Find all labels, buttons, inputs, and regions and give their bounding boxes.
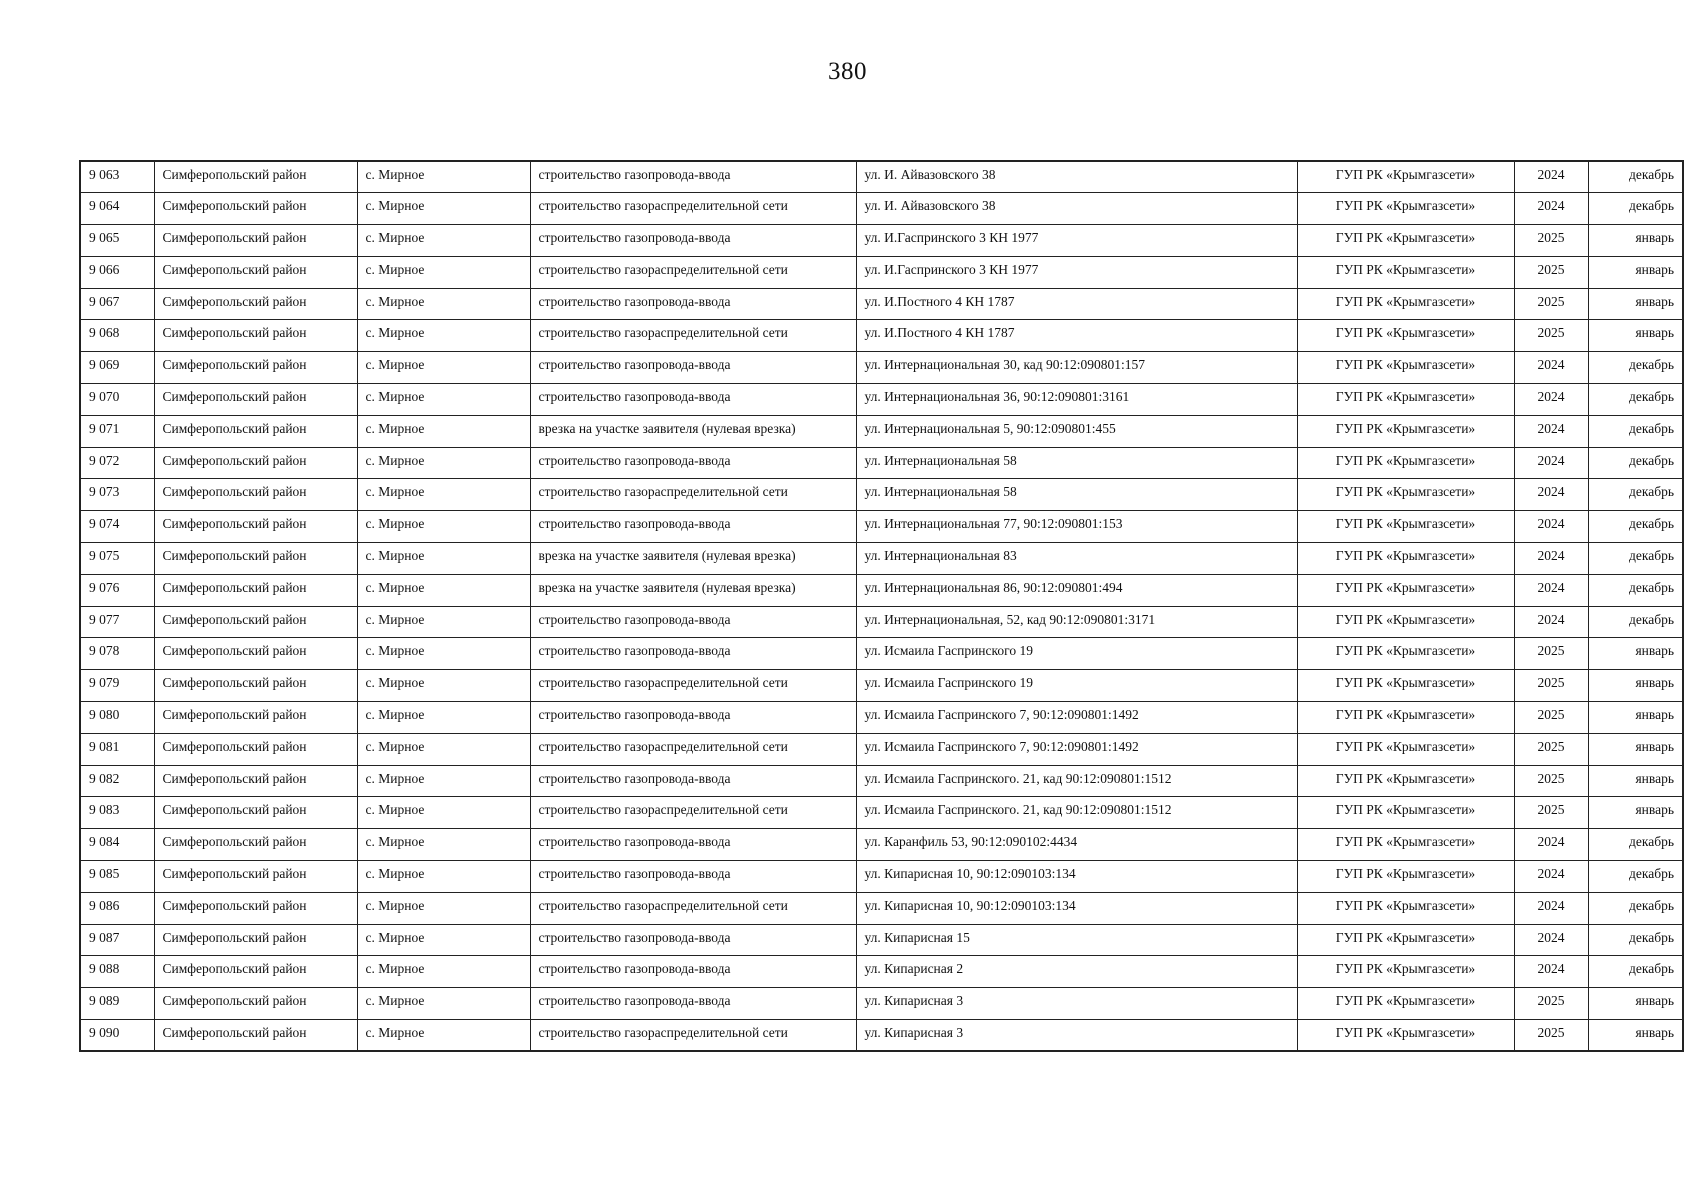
record-number: 9 079	[80, 670, 154, 702]
table-row	[80, 956, 1683, 988]
organization-cell: ГУП РК «Крымгазсети»	[1297, 384, 1514, 416]
table-row	[80, 161, 1683, 193]
locality-cell: с. Мирное	[357, 892, 530, 924]
table-row	[80, 733, 1683, 765]
month-cell: январь	[1588, 702, 1683, 734]
month-cell: декабрь	[1588, 861, 1683, 893]
locality-cell: с. Мирное	[357, 988, 530, 1020]
table-row	[80, 638, 1683, 670]
organization-cell: ГУП РК «Крымгазсети»	[1297, 829, 1514, 861]
locality-cell: с. Мирное	[357, 924, 530, 956]
address-cell: ул. Интернациональная 36, 90:12:090801:3161	[856, 384, 1297, 416]
year-cell: 2025	[1514, 320, 1588, 352]
year-cell: 2025	[1514, 702, 1588, 734]
month-cell: декабрь	[1588, 193, 1683, 225]
organization-cell: ГУП РК «Крымгазсети»	[1297, 511, 1514, 543]
organization-cell: ГУП РК «Крымгазсети»	[1297, 956, 1514, 988]
record-number: 9 087	[80, 924, 154, 956]
table-row	[80, 924, 1683, 956]
work-type-cell: строительство газораспределительной сети	[530, 892, 856, 924]
address-cell: ул. Интернациональная 58	[856, 447, 1297, 479]
work-type-cell: строительство газопровода-ввода	[530, 956, 856, 988]
record-number: 9 071	[80, 415, 154, 447]
table-row	[80, 1020, 1683, 1052]
address-cell: ул. Исмаила Гаспринского 19	[856, 670, 1297, 702]
address-cell: ул. Интернациональная 86, 90:12:090801:494	[856, 574, 1297, 606]
month-cell: январь	[1588, 288, 1683, 320]
organization-cell: ГУП РК «Крымгазсети»	[1297, 924, 1514, 956]
address-cell: ул. Интернациональная 58	[856, 479, 1297, 511]
district-cell: Симферопольский район	[154, 956, 357, 988]
year-cell: 2024	[1514, 511, 1588, 543]
record-number: 9 063	[80, 161, 154, 193]
record-number: 9 072	[80, 447, 154, 479]
month-cell: декабрь	[1588, 574, 1683, 606]
record-number: 9 088	[80, 956, 154, 988]
table-row	[80, 193, 1683, 225]
district-cell: Симферопольский район	[154, 797, 357, 829]
record-number: 9 073	[80, 479, 154, 511]
locality-cell: с. Мирное	[357, 511, 530, 543]
month-cell: январь	[1588, 320, 1683, 352]
work-type-cell: строительство газопровода-ввода	[530, 447, 856, 479]
year-cell: 2025	[1514, 288, 1588, 320]
table-row	[80, 256, 1683, 288]
district-cell: Симферопольский район	[154, 988, 357, 1020]
organization-cell: ГУП РК «Крымгазсети»	[1297, 1020, 1514, 1052]
year-cell: 2024	[1514, 161, 1588, 193]
work-type-cell: строительство газопровода-ввода	[530, 638, 856, 670]
locality-cell: с. Мирное	[357, 956, 530, 988]
year-cell: 2024	[1514, 829, 1588, 861]
table-row	[80, 447, 1683, 479]
table-row	[80, 702, 1683, 734]
locality-cell: с. Мирное	[357, 574, 530, 606]
work-type-cell: строительство газопровода-ввода	[530, 511, 856, 543]
table-row	[80, 352, 1683, 384]
organization-cell: ГУП РК «Крымгазсети»	[1297, 415, 1514, 447]
record-number: 9 068	[80, 320, 154, 352]
address-cell: ул. И.Постного 4 КН 1787	[856, 288, 1297, 320]
district-cell: Симферопольский район	[154, 225, 357, 257]
address-cell: ул. Интернациональная 77, 90:12:090801:153	[856, 511, 1297, 543]
organization-cell: ГУП РК «Крымгазсети»	[1297, 161, 1514, 193]
record-number: 9 086	[80, 892, 154, 924]
record-number: 9 082	[80, 765, 154, 797]
year-cell: 2024	[1514, 415, 1588, 447]
organization-cell: ГУП РК «Крымгазсети»	[1297, 479, 1514, 511]
locality-cell: с. Мирное	[357, 702, 530, 734]
locality-cell: с. Мирное	[357, 225, 530, 257]
year-cell: 2025	[1514, 988, 1588, 1020]
month-cell: декабрь	[1588, 352, 1683, 384]
work-type-cell: строительство газораспределительной сети	[530, 670, 856, 702]
work-type-cell: строительство газопровода-ввода	[530, 384, 856, 416]
locality-cell: с. Мирное	[357, 193, 530, 225]
work-type-cell: строительство газопровода-ввода	[530, 861, 856, 893]
record-number: 9 069	[80, 352, 154, 384]
address-cell: ул. Исмаила Гаспринского 7, 90:12:090801:1492	[856, 733, 1297, 765]
organization-cell: ГУП РК «Крымгазсети»	[1297, 765, 1514, 797]
district-cell: Симферопольский район	[154, 415, 357, 447]
address-cell: ул. Интернациональная, 52, кад 90:12:090801:3171	[856, 606, 1297, 638]
month-cell: январь	[1588, 225, 1683, 257]
address-cell: ул. Кипарисная 10, 90:12:090103:134	[856, 892, 1297, 924]
locality-cell: с. Мирное	[357, 288, 530, 320]
month-cell: январь	[1588, 733, 1683, 765]
year-cell: 2025	[1514, 225, 1588, 257]
work-type-cell: строительство газораспределительной сети	[530, 733, 856, 765]
month-cell: декабрь	[1588, 415, 1683, 447]
table-row	[80, 892, 1683, 924]
table-row	[80, 288, 1683, 320]
month-cell: декабрь	[1588, 829, 1683, 861]
record-number: 9 083	[80, 797, 154, 829]
district-cell: Симферопольский район	[154, 638, 357, 670]
table-row	[80, 829, 1683, 861]
table-row	[80, 606, 1683, 638]
work-type-cell: строительство газопровода-ввода	[530, 924, 856, 956]
year-cell: 2024	[1514, 193, 1588, 225]
year-cell: 2024	[1514, 861, 1588, 893]
work-type-cell: врезка на участке заявителя (нулевая врезка)	[530, 415, 856, 447]
year-cell: 2025	[1514, 638, 1588, 670]
month-cell: декабрь	[1588, 511, 1683, 543]
record-number: 9 084	[80, 829, 154, 861]
work-type-cell: строительство газораспределительной сети	[530, 256, 856, 288]
table-row	[80, 479, 1683, 511]
work-type-cell: строительство газопровода-ввода	[530, 161, 856, 193]
table-row	[80, 765, 1683, 797]
record-number: 9 066	[80, 256, 154, 288]
month-cell: январь	[1588, 797, 1683, 829]
district-cell: Симферопольский район	[154, 479, 357, 511]
month-cell: январь	[1588, 256, 1683, 288]
table-row	[80, 988, 1683, 1020]
district-cell: Симферопольский район	[154, 733, 357, 765]
district-cell: Симферопольский район	[154, 511, 357, 543]
district-cell: Симферопольский район	[154, 1020, 357, 1052]
locality-cell: с. Мирное	[357, 638, 530, 670]
year-cell: 2024	[1514, 384, 1588, 416]
record-number: 9 075	[80, 543, 154, 575]
table-row	[80, 797, 1683, 829]
table-row	[80, 415, 1683, 447]
organization-cell: ГУП РК «Крымгазсети»	[1297, 861, 1514, 893]
district-cell: Симферопольский район	[154, 670, 357, 702]
month-cell: декабрь	[1588, 479, 1683, 511]
address-cell: ул. Интернациональная 83	[856, 543, 1297, 575]
work-type-cell: строительство газопровода-ввода	[530, 765, 856, 797]
district-cell: Симферопольский район	[154, 256, 357, 288]
district-cell: Симферопольский район	[154, 193, 357, 225]
organization-cell: ГУП РК «Крымгазсети»	[1297, 447, 1514, 479]
month-cell: декабрь	[1588, 892, 1683, 924]
locality-cell: с. Мирное	[357, 829, 530, 861]
organization-cell: ГУП РК «Крымгазсети»	[1297, 288, 1514, 320]
address-cell: ул. Интернациональная 30, кад 90:12:090801:157	[856, 352, 1297, 384]
organization-cell: ГУП РК «Крымгазсети»	[1297, 606, 1514, 638]
district-cell: Симферопольский район	[154, 447, 357, 479]
address-cell: ул. Кипарисная 3	[856, 1020, 1297, 1052]
month-cell: декабрь	[1588, 447, 1683, 479]
month-cell: декабрь	[1588, 543, 1683, 575]
record-number: 9 064	[80, 193, 154, 225]
year-cell: 2025	[1514, 670, 1588, 702]
address-cell: ул. Кипарисная 15	[856, 924, 1297, 956]
record-number: 9 074	[80, 511, 154, 543]
record-number: 9 077	[80, 606, 154, 638]
locality-cell: с. Мирное	[357, 861, 530, 893]
locality-cell: с. Мирное	[357, 320, 530, 352]
address-cell: ул. Исмаила Гаспринского 19	[856, 638, 1297, 670]
table-row	[80, 320, 1683, 352]
work-type-cell: строительство газораспределительной сети	[530, 797, 856, 829]
locality-cell: с. Мирное	[357, 384, 530, 416]
month-cell: январь	[1588, 670, 1683, 702]
organization-cell: ГУП РК «Крымгазсети»	[1297, 193, 1514, 225]
address-cell: ул. Кипарисная 3	[856, 988, 1297, 1020]
district-cell: Симферопольский район	[154, 288, 357, 320]
year-cell: 2025	[1514, 1020, 1588, 1052]
district-cell: Симферопольский район	[154, 320, 357, 352]
locality-cell: с. Мирное	[357, 479, 530, 511]
work-type-cell: строительство газопровода-ввода	[530, 988, 856, 1020]
address-cell: ул. Исмаила Гаспринского 7, 90:12:090801:1492	[856, 702, 1297, 734]
locality-cell: с. Мирное	[357, 1020, 530, 1052]
work-type-cell: строительство газопровода-ввода	[530, 352, 856, 384]
work-type-cell: врезка на участке заявителя (нулевая врезка)	[530, 543, 856, 575]
month-cell: январь	[1588, 638, 1683, 670]
year-cell: 2025	[1514, 797, 1588, 829]
address-cell: ул. Кипарисная 2	[856, 956, 1297, 988]
month-cell: декабрь	[1588, 956, 1683, 988]
address-cell: ул. И. Айвазовского 38	[856, 161, 1297, 193]
address-cell: ул. Исмаила Гаспринского. 21, кад 90:12:090801:1512	[856, 797, 1297, 829]
table-row	[80, 511, 1683, 543]
work-type-cell: строительство газопровода-ввода	[530, 829, 856, 861]
table-row	[80, 670, 1683, 702]
table-row	[80, 574, 1683, 606]
year-cell: 2024	[1514, 892, 1588, 924]
work-type-cell: строительство газораспределительной сети	[530, 479, 856, 511]
address-cell: ул. И.Гаспринского 3 КН 1977	[856, 256, 1297, 288]
work-type-cell: строительство газораспределительной сети	[530, 193, 856, 225]
work-type-cell: строительство газораспределительной сети	[530, 1020, 856, 1052]
year-cell: 2024	[1514, 574, 1588, 606]
year-cell: 2024	[1514, 447, 1588, 479]
table-row	[80, 225, 1683, 257]
work-type-cell: строительство газопровода-ввода	[530, 606, 856, 638]
district-cell: Симферопольский район	[154, 924, 357, 956]
address-cell: ул. Интернациональная 5, 90:12:090801:455	[856, 415, 1297, 447]
address-cell: ул. Кипарисная 10, 90:12:090103:134	[856, 861, 1297, 893]
address-cell: ул. И.Постного 4 КН 1787	[856, 320, 1297, 352]
table-body	[80, 161, 1683, 1051]
record-number: 9 067	[80, 288, 154, 320]
month-cell: декабрь	[1588, 384, 1683, 416]
district-cell: Симферопольский район	[154, 352, 357, 384]
organization-cell: ГУП РК «Крымгазсети»	[1297, 892, 1514, 924]
record-number: 9 070	[80, 384, 154, 416]
locality-cell: с. Мирное	[357, 352, 530, 384]
locality-cell: с. Мирное	[357, 797, 530, 829]
district-cell: Симферопольский район	[154, 574, 357, 606]
organization-cell: ГУП РК «Крымгазсети»	[1297, 638, 1514, 670]
district-cell: Симферопольский район	[154, 892, 357, 924]
locality-cell: с. Мирное	[357, 733, 530, 765]
page-number: 380	[828, 58, 867, 85]
address-cell: ул. Каранфиль 53, 90:12:090102:4434	[856, 829, 1297, 861]
year-cell: 2025	[1514, 733, 1588, 765]
organization-cell: ГУП РК «Крымгазсети»	[1297, 225, 1514, 257]
year-cell: 2024	[1514, 479, 1588, 511]
year-cell: 2025	[1514, 256, 1588, 288]
table-row	[80, 384, 1683, 416]
record-number: 9 085	[80, 861, 154, 893]
month-cell: декабрь	[1588, 161, 1683, 193]
locality-cell: с. Мирное	[357, 447, 530, 479]
district-cell: Симферопольский район	[154, 829, 357, 861]
locality-cell: с. Мирное	[357, 256, 530, 288]
month-cell: январь	[1588, 1020, 1683, 1052]
address-cell: ул. Исмаила Гаспринского. 21, кад 90:12:090801:1512	[856, 765, 1297, 797]
address-cell: ул. И.Гаспринского 3 КН 1977	[856, 225, 1297, 257]
district-cell: Симферопольский район	[154, 861, 357, 893]
district-cell: Симферопольский район	[154, 606, 357, 638]
district-cell: Симферопольский район	[154, 765, 357, 797]
work-type-cell: строительство газопровода-ввода	[530, 288, 856, 320]
work-type-cell: врезка на участке заявителя (нулевая врезка)	[530, 574, 856, 606]
record-number: 9 080	[80, 702, 154, 734]
organization-cell: ГУП РК «Крымгазсети»	[1297, 352, 1514, 384]
locality-cell: с. Мирное	[357, 415, 530, 447]
year-cell: 2024	[1514, 924, 1588, 956]
record-number: 9 076	[80, 574, 154, 606]
organization-cell: ГУП РК «Крымгазсети»	[1297, 733, 1514, 765]
record-number: 9 065	[80, 225, 154, 257]
organization-cell: ГУП РК «Крымгазсети»	[1297, 256, 1514, 288]
locality-cell: с. Мирное	[357, 543, 530, 575]
year-cell: 2024	[1514, 956, 1588, 988]
organization-cell: ГУП РК «Крымгазсети»	[1297, 702, 1514, 734]
record-number: 9 090	[80, 1020, 154, 1052]
year-cell: 2024	[1514, 352, 1588, 384]
address-cell: ул. И. Айвазовского 38	[856, 193, 1297, 225]
table-row	[80, 543, 1683, 575]
locality-cell: с. Мирное	[357, 161, 530, 193]
year-cell: 2024	[1514, 606, 1588, 638]
month-cell: январь	[1588, 765, 1683, 797]
organization-cell: ГУП РК «Крымгазсети»	[1297, 543, 1514, 575]
year-cell: 2025	[1514, 765, 1588, 797]
locality-cell: с. Мирное	[357, 606, 530, 638]
year-cell: 2024	[1514, 543, 1588, 575]
month-cell: декабрь	[1588, 606, 1683, 638]
district-cell: Симферопольский район	[154, 702, 357, 734]
organization-cell: ГУП РК «Крымгазсети»	[1297, 320, 1514, 352]
district-cell: Симферопольский район	[154, 543, 357, 575]
locality-cell: с. Мирное	[357, 670, 530, 702]
record-number: 9 081	[80, 733, 154, 765]
organization-cell: ГУП РК «Крымгазсети»	[1297, 574, 1514, 606]
district-cell: Симферопольский район	[154, 161, 357, 193]
work-type-cell: строительство газопровода-ввода	[530, 702, 856, 734]
record-number: 9 089	[80, 988, 154, 1020]
district-cell: Симферопольский район	[154, 384, 357, 416]
month-cell: декабрь	[1588, 924, 1683, 956]
organization-cell: ГУП РК «Крымгазсети»	[1297, 670, 1514, 702]
registry-table	[79, 160, 1684, 1052]
work-type-cell: строительство газопровода-ввода	[530, 225, 856, 257]
work-type-cell: строительство газораспределительной сети	[530, 320, 856, 352]
organization-cell: ГУП РК «Крымгазсети»	[1297, 797, 1514, 829]
locality-cell: с. Мирное	[357, 765, 530, 797]
record-number: 9 078	[80, 638, 154, 670]
table-row	[80, 861, 1683, 893]
month-cell: январь	[1588, 988, 1683, 1020]
organization-cell: ГУП РК «Крымгазсети»	[1297, 988, 1514, 1020]
